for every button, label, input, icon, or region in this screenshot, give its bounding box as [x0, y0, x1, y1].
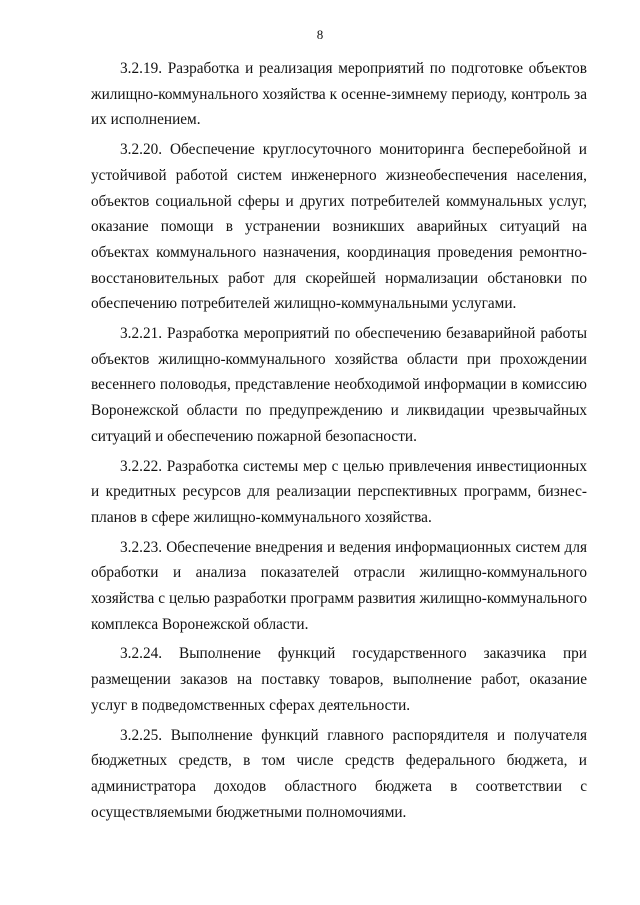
paragraph-3-2-19: 3.2.19. Разработка и реализация мероприятий по подготовке объектов жилищно-коммунального хозяйства к осенне-зимнему периоду, контроль за их исполнением. — [91, 60, 587, 129]
page-number: 8 — [316, 27, 324, 42]
paragraph-3-2-21: 3.2.21. Разработка мероприятий по обеспечению безаварийной работы объектов жилищно-коммунального хозяйства области при прохождении весеннего половодья, представление необходимой информации в комиссию Воронежской области по предупреждению и ликвидации чрезвычайных ситуаций и обеспечению пожарной безопасности. — [91, 325, 587, 445]
paragraph-3-2-25: 3.2.25. Выполнение функций главного распорядителя и получателя бюджетных средств, в том числе средств федерального бюджета, и администратора доходов областного бюджета в соответствии с осуществляемыми бюджетными полномочиями. — [91, 726, 587, 821]
paragraph-3-2-20: 3.2.20. Обеспечение круглосуточного мониторинга бесперебойной и устойчивой работой систем инженерного жизнеобеспечения населения, объектов социальной сферы и других потребителей коммунальных услуг, оказание помощи в устранении возникших аварийных ситуаций на объектах коммунального назначения, координация проведения ремонтно-восстановительных работ для скорейшей нормализации обстановки по обеспечению потребителей жилищно-коммунальными услугами. — [91, 141, 587, 313]
document-body — [91, 56, 587, 829]
paragraph-3-2-23: 3.2.23. Обеспечение внедрения и ведения информационных систем для обработки и анализа показателей отрасли жилищно-коммунального хозяйства с целью разработки программ развития жилищно-коммунального комплекса Воронежской области. — [91, 538, 587, 633]
paragraph-3-2-24: 3.2.24. Выполнение функций государственного заказчика при размещении заказов на поставку товаров, выполнение работ, оказание услуг в подведомственных сферах деятельности. — [91, 645, 587, 714]
paragraph-3-2-22: 3.2.22. Разработка системы мер с целью привлечения инвестиционных и кредитных ресурсов для реализации перспективных программ, бизнес-планов в сфере жилищно-коммунального хозяйства. — [91, 457, 587, 526]
